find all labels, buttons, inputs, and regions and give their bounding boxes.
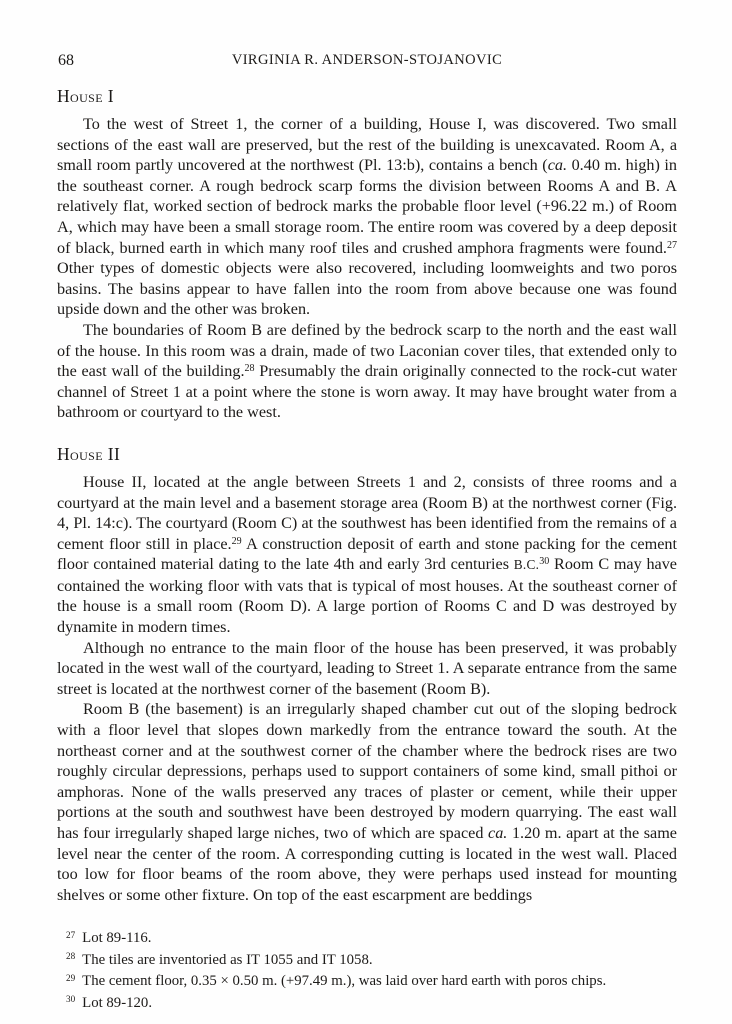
footnote-ref: 27 (666, 239, 677, 251)
footnote-ref: 29 (231, 535, 242, 547)
footnote-text: The cement floor, 0.35 × 0.50 m. (+97.49 m.), was laid over hard earth with poros chips. (82, 973, 607, 990)
text-segment: 1.20 m. apart at the same level near the center of the room. A corresponding cutting is located in the west wall. Placed too low for floor beams of the room above, they were perhaps used instead for mounting shelves or some other fixture. On top of the east escarpment are beddings (57, 824, 677, 904)
section-heading: House II (57, 443, 121, 464)
text-segment: Room B (the basement) is an irregularly shaped chamber cut out of the sloping bedrock with a floor level that slopes down markedly from the entrance toward the south. At the northeast corner and at the southwest corner of the chamber where the bedrock rises are two roughly circular depressions, perhaps used to support containers of some kind, small pithoi or amphoras. None of the walls preserved any traces of plaster or cement, while their upper portions at the south and southwest have been destroyed by modern quarrying. The east wall has four irregularly shaped large niches, two of which are spaced (57, 700, 677, 842)
footnote-ref: 28 (244, 363, 255, 375)
page-number: 68 (58, 52, 74, 69)
footnote (57, 993, 677, 1014)
running-head: VIRGINIA R. ANDERSON-STOJANOVIC (231, 52, 503, 68)
paragraph (57, 638, 677, 700)
text-segment-italic: ca. (488, 824, 508, 842)
text-segment-smallcaps: B.C. (513, 557, 540, 573)
paragraph (57, 699, 677, 905)
footnote-text: The tiles are inventoried as IT 1055 and IT 1058. (82, 951, 373, 968)
footnote-number: 30 (66, 994, 76, 1005)
text-segment-italic: ca. (547, 156, 568, 175)
text-segment: 0.40 m. high) in the southeast corner. A rough bedrock scarp forms the division between Rooms A and B. A relatively flat, worked section of bedrock marks the probable floor level (+96.22 m.) of Room A, which may have been a small storage room. The entire room was covered by a deep deposit of black, burned earth in which many roof tiles and crushed amphora fragments were found. (57, 156, 677, 257)
text-body (57, 86, 677, 905)
text-segment: Other types of domestic objects were also recovered, including loomweights and two poros basins. The basins appear to have fallen into the room from above because one was found upside down and the other was broken. (57, 259, 677, 319)
footnote-text: Lot 89-120. (82, 994, 153, 1011)
text-segment: Although no entrance to the main floor of the house has been preserved, it was probably located in the west wall of the courtyard, leading to Street 1. A separate entrance from the same street is located at the northwest corner of the basement (Room B). (57, 638, 677, 698)
footnote-number: 28 (66, 951, 76, 962)
paragraph (57, 472, 677, 638)
footnote (57, 971, 677, 992)
text-segment: Presumably the drain originally connected to the rock-cut water channel of Street 1 at a point where the stone is worn away. It may have brought water from a bathroom or courtyard to the west. (57, 362, 677, 422)
footnote-text: Lot 89-116. (82, 930, 152, 947)
text-segment: Room C may have contained the working floor with vats that is typical of most houses. At the southeast corner of the house is a small room (Room D). A large portion of Rooms C and D was destroyed by dynamite in modern times. (57, 555, 677, 637)
footnote-number: 27 (66, 929, 76, 940)
footnote (57, 928, 677, 949)
text-segment: To the west of Street 1, the corner of a building, House I, was discovered. Two small sections of the east wall are preserved, but the rest of the building is unexcavated. Room A, a small room partly uncovered at the northwest (Pl. 13:b), contains a bench ( (57, 115, 677, 175)
footnote-number: 29 (66, 972, 76, 983)
page-header (57, 52, 677, 71)
section-heading: House I (57, 86, 114, 106)
footnotes (57, 928, 677, 1014)
paragraph (57, 320, 677, 423)
footnote (57, 950, 677, 971)
text-segment: A construction deposit of earth and stone packing for the cement floor contained material dating to the late 4th and early 3rd centuries (57, 534, 677, 574)
paragraph (57, 114, 677, 320)
text-segment: House II, located at the angle between Streets 1 and 2, consists of three rooms and a courtyard at the main level and a basement storage area (Room B) at the northwest corner (Fig. 4, Pl. 14:c). The courtyard (Room C) at the southwest has been identified from the remains of a cement floor still in place. (57, 472, 677, 553)
footnote-ref: 30 (539, 556, 550, 568)
text-segment: The boundaries of Room B are defined by the bedrock scarp to the north and the east wall of the house. In this room was a drain, made of two Laconian cover tiles, that extended only to the east wall of the building. (57, 320, 677, 381)
